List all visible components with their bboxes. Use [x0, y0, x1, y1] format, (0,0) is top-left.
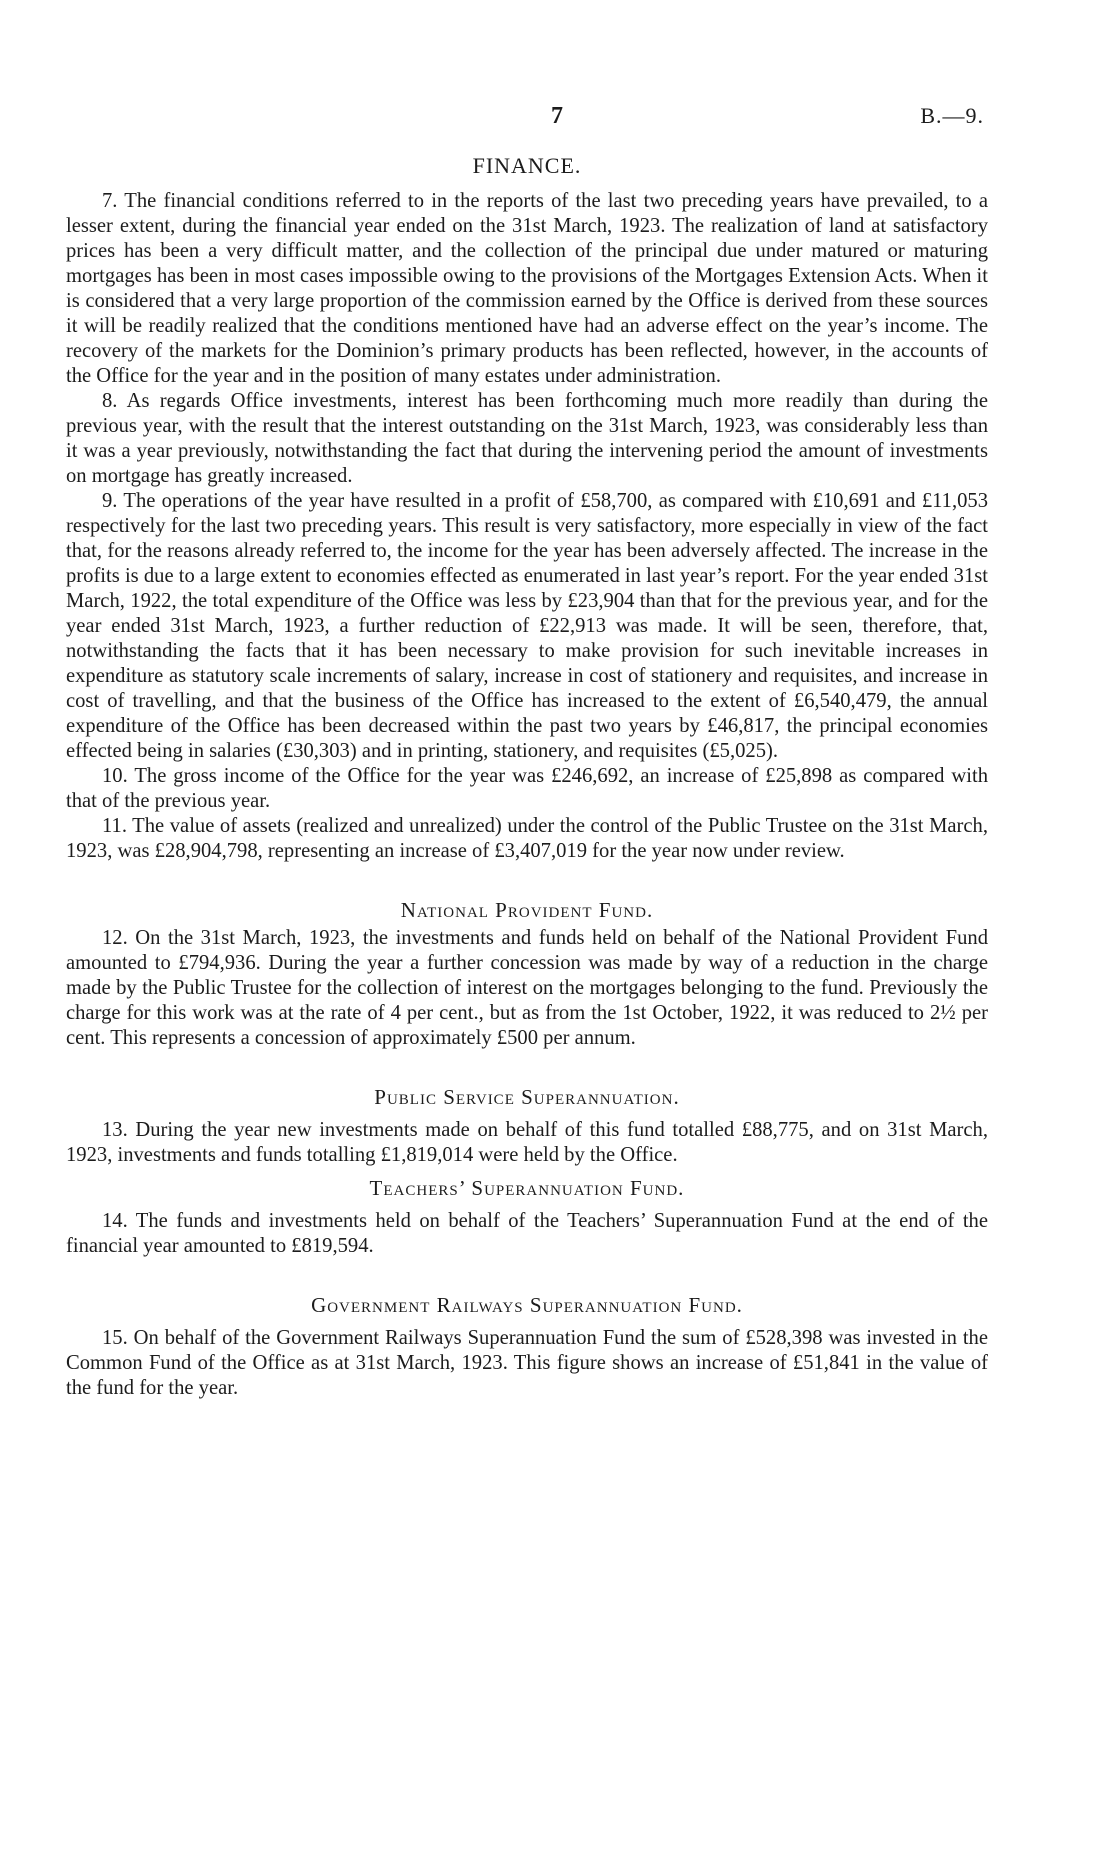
spacer — [66, 1318, 988, 1326]
section-heading-government-railways-superannuation-fund: Government Railways Superannuation Fund. — [311, 1293, 743, 1317]
section-heading-national-provident-fund: National Provident Fund. — [400, 898, 654, 922]
paragraph-10: 10. The gross income of the Office for the year was £246,692, an increase of £25,898 as compared with that of the previous year. — [66, 765, 988, 812]
spacer — [66, 1168, 988, 1176]
paragraph-9: 9. The operations of the year have resulted in a profit of £58,700, as compared with £10,691 and £11,053 respectively for the last two preceding years. This result is very satisfactory, more especially in view of the fact that, for the reasons already referred to, the income for the year has been adversely affected. The increase in the profits is due to a large extent to economies effected as enumerated in last year’s report. For the year ended 31st March, 1922, the total expenditure of the Office was less by £23,904 than that for the previous year, and for the year ended 31st March, 1923, a further reduction of £22,913 was made. It will be seen, therefore, that, notwithstanding the facts that it has been necessary to make provision for such inevitable increases in expenditure as statutory scale increments of salary, increase in cost of stationery and requisites, and increase in cost of travelling, and that the business of the Office has increased to the extent of £6,540,479, the annual expenditure of the Office has been decreased within the past two years by £46,817, the principal economies effected being in salaries (£30,303) and in printing, stationery, and requisites (£5,025). — [66, 490, 988, 762]
section-heading-public-service-superannuation: Public Service Superannuation. — [374, 1085, 680, 1109]
section-heading-teachers-superannuation-fund: Teachers’ Superannuation Fund. — [369, 1176, 685, 1200]
paragraph-7: 7. The financial conditions referred to in the reports of the last two preceding years have prevailed, to a lesser extent, during the financial year ended on the 31st March, 1923. The realization of land at satisfactory prices has been a very difficult matter, and the collection of the principal due under matured or maturing mortgages has been in most cases impossible owing to the provisions of the Mortgages Extension Acts. When it is considered that a very large proportion of the commission earned by the Office is derived from these sources it will be readily realized that the conditions mentioned have had an adverse effect on the year’s income. The recovery of the markets for the Dominion’s primary products has been reflected, however, in the accounts of the Office for the year and in the position of many estates under administration. — [66, 190, 988, 387]
paragraph-12: 12. On the 31st March, 1923, the investments and funds held on behalf of the National Provident Fund amounted to £794,936. During the year a further concession was made by way of a reduction in the charge made by the Public Trustee for the collection of interest on the mortgages belonging to the fund. Previously the charge for this work was at the rate of 4 per cent., but as from the 1st October, 1922, it was reduced to 2½ per cent. This represents a concession of approximately £500 per annum. — [66, 927, 988, 1049]
page-number: 7 — [551, 103, 563, 129]
spacer — [66, 1051, 988, 1085]
spacer — [66, 864, 988, 898]
spacer — [66, 1259, 988, 1293]
paragraph-8: 8. As regards Office investments, interest has been forthcoming much more readily than during the previous year, with the result that the interest outstanding on the 31st March, 1923, was considerably less than it was a year previously, notwithstanding the fact that during the intervening period the amount of investments on mortgage has greatly increased. — [66, 390, 988, 487]
document-reference: B.—9. — [920, 103, 984, 128]
section-heading-finance: FINANCE. — [472, 153, 582, 178]
paragraph-15: 15. On behalf of the Government Railways Superannuation Fund the sum of £528,398 was invested in the Common Fund of the Office as at 31st March, 1923. This figure shows an increase of £51,841 in the value of the fund for the year. — [66, 1327, 988, 1399]
paragraph-14: 14. The funds and investments held on behalf of the Teachers’ Superannuation Fund at the end of the financial year amounted to £819,594. — [66, 1210, 988, 1257]
spacer — [66, 1110, 988, 1118]
paragraph-11: 11. The value of assets (realized and unrealized) under the control of the Public Trustee on the 31st March, 1923, was £28,904,798, representing an increase of £3,407,019 for the year now under review. — [66, 815, 988, 862]
paragraph-13: 13. During the year new investments made on behalf of this fund totalled £88,775, and on 31st March, 1923, investments and funds totalling £1,819,014 were held by the Office. — [66, 1119, 988, 1166]
document-body — [66, 153, 988, 1401]
spacer — [66, 1201, 988, 1209]
